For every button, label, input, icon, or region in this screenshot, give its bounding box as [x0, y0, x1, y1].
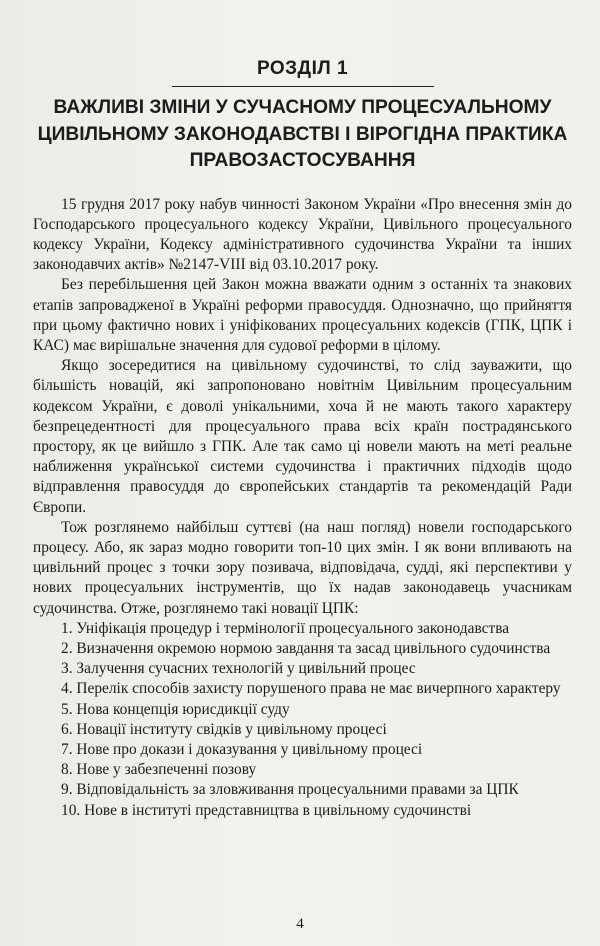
list-item: 2. Визначення окремою нормою завдання та засад цивільного судочинства [61, 639, 551, 657]
list-item: 3. Залучення сучасних технологій у цивільний процес [61, 660, 416, 678]
paragraph: Без перебільшення цей Закон можна вважати одним з останніх та знакових етапів запровадженої в Україні реформи правосуддя. Однозначно, що прийняття при цьому фактично нових і уніфікованих процесуальних кодексів (ГПК, ЦПК і КАС) має вирішальне значення для судової реформи в цілому. [33, 276, 572, 354]
page-number: 4 [296, 916, 304, 932]
list-item: 10. Нове в інституті представництва в цивільному судочинстві [61, 801, 472, 819]
list-item: 1. Уніфікація процедур і термінології процесуального законодавства [61, 619, 510, 637]
chapter-title [33, 95, 572, 175]
list-item: 6. Новації інституту свідків у цивільному процесі [61, 720, 387, 738]
paragraph: Тож розглянемо найбільш суттєві (на наш погляд) новели господарського процесу. Або, як зараз модно говорити топ-10 цих змін. І як вони впливають на цивільний процес з точки зору позивача, відповідача, судді, які перспективи у нових процесуальних інструментів, що їх надав законодавець учасникам судочинства. Отже, розглянемо такі новації ЦПК: [33, 518, 572, 617]
list-item: 8. Нове у забезпеченні позову [61, 761, 257, 779]
list-item: 7. Нове про докази і доказування у цивільному процесі [61, 740, 423, 758]
list-item: 4. Перелік способів захисту порушеного права не має вичерпного характеру [61, 680, 561, 698]
chapter-title-line: ЦИВІЛЬНОМУ ЗАКОНОДАВСТВІ І ВІРОГІДНА ПРАКТИКА [37, 123, 568, 145]
body-text [33, 195, 572, 821]
chapter-title-line: ПРАВОЗАСТОСУВАННЯ [189, 150, 416, 171]
paragraph: 15 грудня 2017 року набув чинності Законом України «Про внесення змін до Господарського процесуального кодексу України, Цивільного процесуального кодексу України, Кодексу адміністративного судочинства України та інших законодавчих актів» №2147-VIII від 03.10.2017 року. [33, 195, 572, 274]
section-underline [172, 86, 434, 87]
chapter-title-line: ВАЖЛИВІ ЗМІНИ У СУЧАСНОМУ ПРОЦЕСУАЛЬНОМУ [53, 97, 552, 118]
section-label: РОЗДІЛ 1 [256, 58, 349, 79]
paragraph: Якщо зосередитися на цивільному судочинстві, то слід зауважити, що більшість новацій, які запропоновано новітнім Цивільним процесуальним кодексом України, є доволі унікальними, хоча й не мають такого характеру безпрецедентності для процесуального права всіх країн пострадянського простору, як це вийшло з ГПК. Але так само ці новели мають на меті реальне наближення української системи судочинства і практичних підходів щодо відправлення правосуддя до європейських стандартів та рекомендацій Ради Європи. [33, 357, 572, 516]
list-item: 5. Нова концепція юрисдикції суду [61, 700, 290, 718]
list-item: 9. Відповідальність за зловживання процесуальними правами за ЦПК [61, 781, 519, 799]
